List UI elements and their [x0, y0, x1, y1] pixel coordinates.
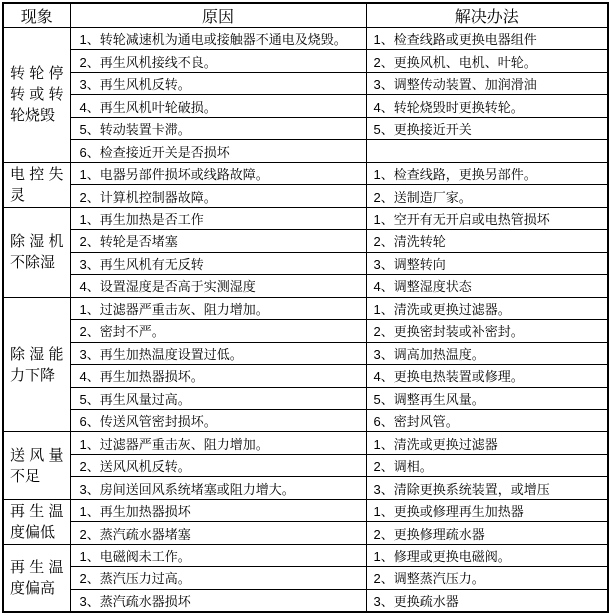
- cause-cell: 3、再生风机反转。: [70, 72, 366, 94]
- cause-cell: 2、再生风机接线不良。: [70, 50, 366, 72]
- header-row: [3, 3, 608, 28]
- solution-cell: 3、更换疏水器: [366, 589, 608, 612]
- solution-cell: 2、送制造厂家。: [366, 185, 608, 207]
- phenomenon-cell: 除湿能力下降: [3, 297, 70, 432]
- table-header: [3, 3, 608, 28]
- cause-cell: 2、送风风机反转。: [70, 454, 366, 476]
- phenomenon-cell: 再生温度偏低: [3, 499, 70, 544]
- solution-cell: 2、更换风机、电机、叶轮。: [366, 50, 608, 72]
- solution-cell: 3、调高加热温度。: [366, 342, 608, 364]
- solution-cell: 6、密封风管。: [366, 409, 608, 431]
- cause-cell: 1、再生加热是否工作: [70, 207, 366, 229]
- solution-cell: 3、清除更换系统装置，或增压: [366, 477, 608, 499]
- cause-cell: 2、密封不严。: [70, 320, 366, 342]
- table-row: [3, 252, 608, 274]
- solution-cell: 4、调整湿度状态: [366, 275, 608, 297]
- table-row: [3, 72, 608, 94]
- table-row: [3, 95, 608, 117]
- cause-cell: 2、计算机控制器故障。: [70, 185, 366, 207]
- solution-cell: 2、更换密封装或补密封。: [366, 320, 608, 342]
- table-row: [3, 387, 608, 409]
- solution-cell: 2、调整蒸汽压力。: [366, 567, 608, 589]
- header-solution: 解决办法: [366, 3, 608, 28]
- cause-cell: 6、检查接近开关是否损坏: [70, 140, 366, 162]
- solution-cell: 1、空开有无开启或电热管损坏: [366, 207, 608, 229]
- table-row: [3, 544, 608, 566]
- table-row: [3, 432, 608, 454]
- solution-cell: 5、更换接近开关: [366, 117, 608, 139]
- table-row: [3, 162, 608, 184]
- solution-cell: 1、修理或更换电磁阀。: [366, 544, 608, 566]
- phenomenon-cell: 送风量不足: [3, 432, 70, 499]
- table-row: [3, 342, 608, 364]
- table-row: [3, 117, 608, 139]
- table-row: [3, 275, 608, 297]
- cause-cell: 3、再生加热温度设置过低。: [70, 342, 366, 364]
- table-row: [3, 230, 608, 252]
- cause-cell: 1、过滤器严重击灰、阻力增加。: [70, 297, 366, 319]
- header-cause: 原因: [70, 3, 366, 28]
- cause-cell: 4、再生风机叶轮破损。: [70, 95, 366, 117]
- solution-cell: 3、调整传动装置、加润滑油: [366, 72, 608, 94]
- solution-cell: [366, 140, 608, 162]
- solution-cell: 1、清洗或更换过滤器。: [366, 297, 608, 319]
- cause-cell: 1、电磁阀未工作。: [70, 544, 366, 566]
- cause-cell: 6、传送风管密封损坏。: [70, 409, 366, 431]
- cause-cell: 1、电器另部件损坏或线路故障。: [70, 162, 366, 184]
- solution-cell: 1、清洗或更换过滤器: [366, 432, 608, 454]
- table-body: [3, 28, 608, 613]
- solution-cell: 3、调整转向: [366, 252, 608, 274]
- cause-cell: 1、再生加热器损坏: [70, 499, 366, 521]
- solution-cell: 2、调相。: [366, 454, 608, 476]
- troubleshooting-table: [2, 2, 609, 613]
- cause-cell: 4、设置湿度是否高于实测湿度: [70, 275, 366, 297]
- table-row: [3, 454, 608, 476]
- phenomenon-cell: 电控失灵: [3, 162, 70, 207]
- solution-cell: 4、转轮烧毁时更换转轮。: [366, 95, 608, 117]
- table-row: [3, 207, 608, 229]
- solution-cell: 2、更换修理疏水器: [366, 522, 608, 544]
- solution-cell: 2、清洗转轮: [366, 230, 608, 252]
- table-row: [3, 140, 608, 162]
- cause-cell: 2、转轮是否堵塞: [70, 230, 366, 252]
- cause-cell: 2、蒸汽压力过高。: [70, 567, 366, 589]
- table-row: [3, 409, 608, 431]
- solution-cell: 5、调整再生风量。: [366, 387, 608, 409]
- table-row: [3, 365, 608, 387]
- table-row: [3, 297, 608, 319]
- header-phenomenon: 现象: [3, 3, 70, 28]
- cause-cell: 1、过滤器严重击灰、阻力增加。: [70, 432, 366, 454]
- table-row: [3, 185, 608, 207]
- cause-cell: 4、再生加热器损坏。: [70, 365, 366, 387]
- table-row: [3, 522, 608, 544]
- table-row: [3, 499, 608, 521]
- phenomenon-cell: 再生温度偏高: [3, 544, 70, 612]
- cause-cell: 3、房间送回风系统堵塞或阻力增大。: [70, 477, 366, 499]
- cause-cell: 2、蒸汽疏水器堵塞: [70, 522, 366, 544]
- cause-cell: 1、转轮减速机为通电或接触器不通电及烧毁。: [70, 28, 366, 50]
- table-row: [3, 320, 608, 342]
- solution-cell: 1、检查线路，更换另部件。: [366, 162, 608, 184]
- table-row: [3, 28, 608, 50]
- solution-cell: 1、检查线路或更换电器组件: [366, 28, 608, 50]
- cause-cell: 5、转动装置卡滞。: [70, 117, 366, 139]
- solution-cell: 1、更换或修理再生加热器: [366, 499, 608, 521]
- cause-cell: 3、再生风机有无反转: [70, 252, 366, 274]
- phenomenon-cell: 除湿机不除湿: [3, 207, 70, 297]
- phenomenon-cell: 转轮停转或转轮烧毁: [3, 28, 70, 163]
- cause-cell: 5、再生风量过高。: [70, 387, 366, 409]
- solution-cell: 4、更换电热装置或修理。: [366, 365, 608, 387]
- table-row: [3, 567, 608, 589]
- cause-cell: 3、蒸汽疏水器损坏: [70, 589, 366, 612]
- table-row: [3, 50, 608, 72]
- table-row: [3, 589, 608, 612]
- table-row: [3, 477, 608, 499]
